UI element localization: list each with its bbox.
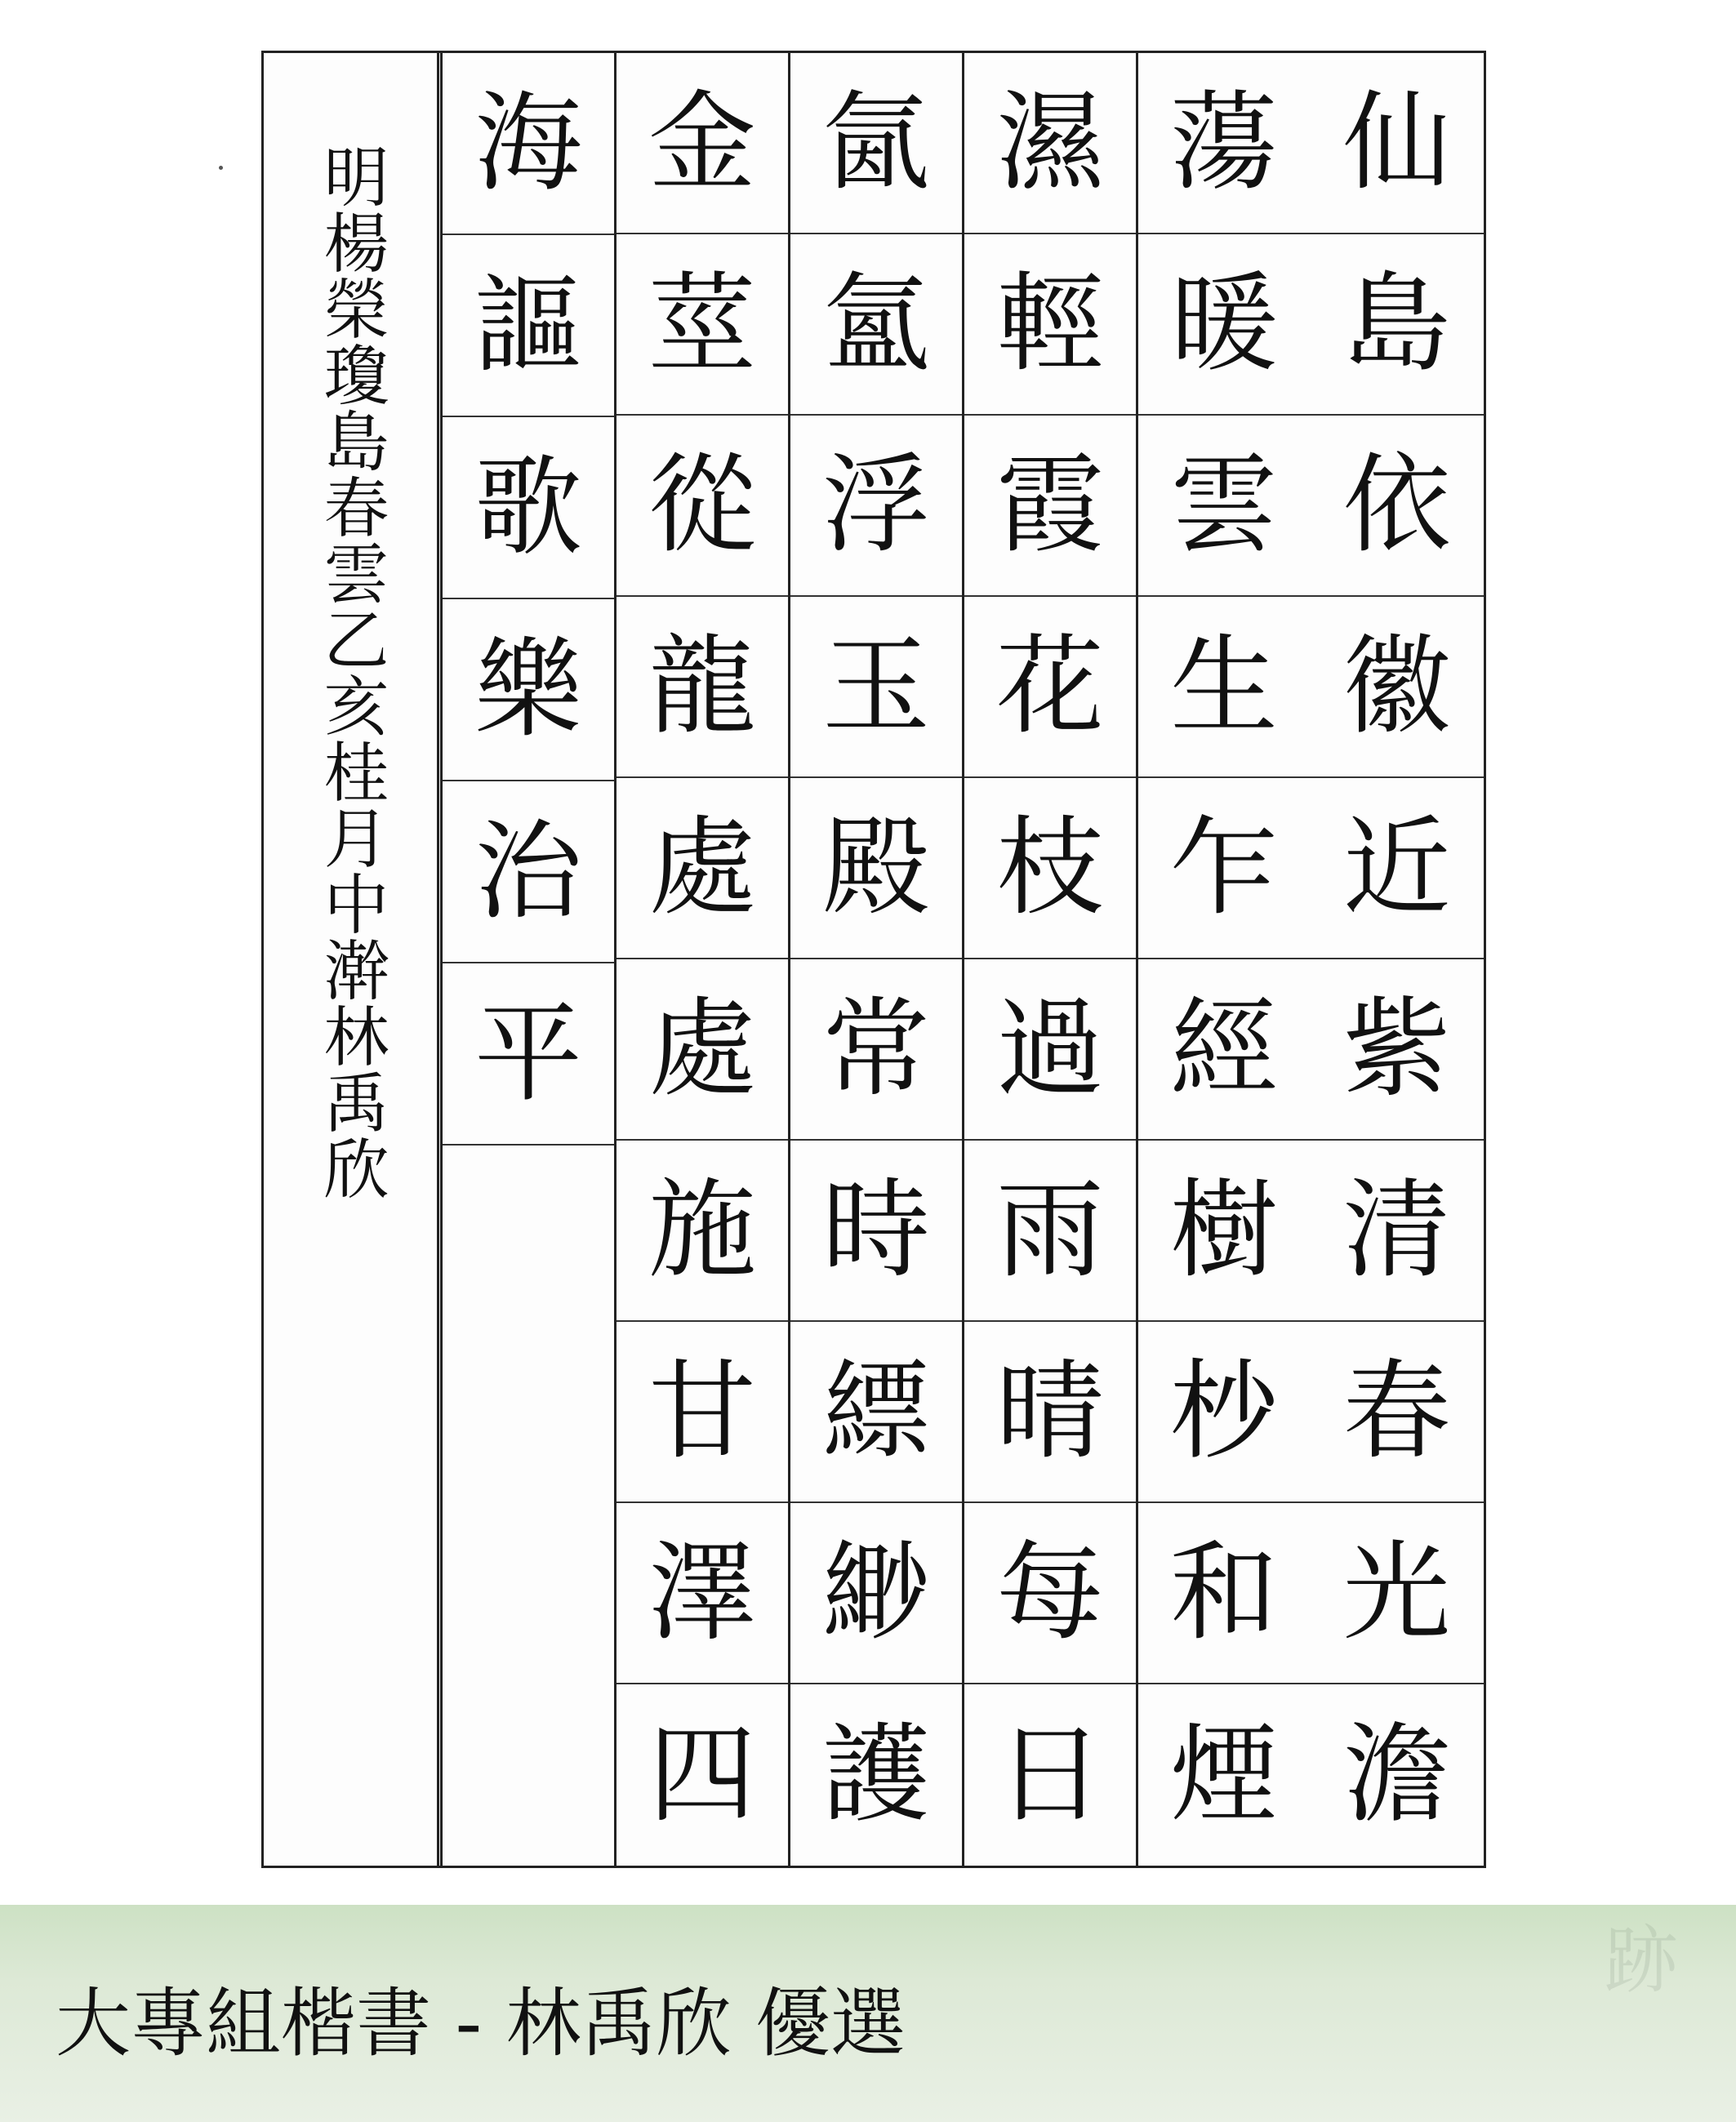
calligraphy-character: 和 [1138, 1503, 1310, 1684]
calligraphy-character: 經 [1138, 959, 1310, 1141]
calligraphy-character: 從 [617, 416, 788, 597]
calligraphy-character: 氤 [790, 53, 962, 234]
calligraphy-character: 四 [648, 1711, 756, 1838]
calligraphy-character: 生 [1138, 597, 1310, 778]
calligraphy-character: 仙 [1310, 53, 1484, 234]
award-caption: 大專組楷書 - 林禹欣 優選 [56, 1980, 906, 2067]
calligraphy-character: 甘 [617, 1322, 788, 1503]
calligraphy-character: 花 [964, 597, 1136, 778]
calligraphy-character: 霞 [964, 416, 1136, 597]
calligraphy-character: 歌 [443, 417, 614, 599]
calligraphy-character: 海 [443, 53, 614, 235]
grid-column-2 [1136, 53, 1310, 1866]
calligraphy-character: 謳 [443, 235, 614, 417]
calligraphy-character: 晴 [964, 1322, 1136, 1503]
calligraphy-character: 玉 [790, 597, 962, 778]
grid-column-3 [962, 53, 1136, 1866]
calligraphy-character: 護 [822, 1711, 930, 1838]
calligraphy-character: 紫 [1310, 959, 1484, 1141]
signature-column [264, 53, 439, 1866]
grid-column-6 [440, 53, 614, 1866]
calligraphy-character: 金 [617, 53, 788, 234]
background-calligraphy-watermark: 跡 [1591, 1921, 1677, 1995]
calligraphy-character: 依 [1310, 416, 1484, 597]
grid-column-5 [614, 53, 788, 1866]
calligraphy-character: 雲 [1138, 416, 1310, 597]
calligraphy-character: 澤 [617, 1503, 788, 1684]
character-grid [439, 53, 1484, 1866]
calligraphy-character: 光 [1310, 1503, 1484, 1684]
calligraphy-character: 煙 [1170, 1711, 1278, 1838]
calligraphy-character: 乍 [1138, 778, 1310, 959]
calligraphy-character: 氳 [790, 234, 962, 416]
calligraphy-character: 每 [964, 1503, 1136, 1684]
calligraphy-character: 島 [1310, 234, 1484, 416]
calligraphy-character: 徽 [1310, 597, 1484, 778]
grid-column-1 [1310, 53, 1484, 1866]
calligraphy-character: 殿 [790, 778, 962, 959]
calligraphy-character: 蕩 [1138, 53, 1310, 234]
calligraphy-character: 春 [1310, 1322, 1484, 1503]
ink-speck [219, 166, 223, 170]
calligraphy-character: 樹 [1138, 1141, 1310, 1322]
calligraphy-character: 平 [443, 963, 614, 1146]
calligraphy-character: 雨 [964, 1141, 1136, 1322]
grid-column-4 [788, 53, 962, 1866]
calligraphy-character: 處 [617, 778, 788, 959]
calligraphy-character: 樂 [443, 599, 614, 781]
calligraphy-character: 時 [790, 1141, 962, 1322]
calligraphy-character: 莖 [617, 234, 788, 416]
calligraphy-character: 治 [443, 781, 614, 963]
calligraphy-character: 暖 [1138, 234, 1310, 416]
calligraphy-character: 浮 [790, 416, 962, 597]
calligraphy-character: 常 [790, 959, 962, 1141]
calligraphy-character: 枝 [964, 778, 1136, 959]
calligraphy-character: 近 [1310, 778, 1484, 959]
calligraphy-character: 澹 [1342, 1711, 1451, 1838]
calligraphy-character: 緲 [790, 1503, 962, 1684]
calligraphy-character: 輕 [964, 234, 1136, 416]
empty-grid-area [443, 1146, 614, 1866]
calligraphy-sheet [261, 51, 1486, 1868]
calligraphy-character: 清 [1310, 1141, 1484, 1322]
calligraphy-character: 龍 [617, 597, 788, 778]
calligraphy-character: 濕 [964, 53, 1136, 234]
calligraphy-character: 過 [964, 959, 1136, 1141]
calligraphy-character: 日 [996, 1711, 1104, 1838]
calligraphy-character: 處 [617, 959, 788, 1141]
calligraphy-character: 杪 [1138, 1322, 1310, 1503]
calligraphy-character: 施 [617, 1141, 788, 1322]
calligraphy-character: 縹 [790, 1322, 962, 1503]
signature-inscription: 明楊榮瓊島春雲乙亥桂月中澣林禹欣 [313, 143, 389, 1201]
